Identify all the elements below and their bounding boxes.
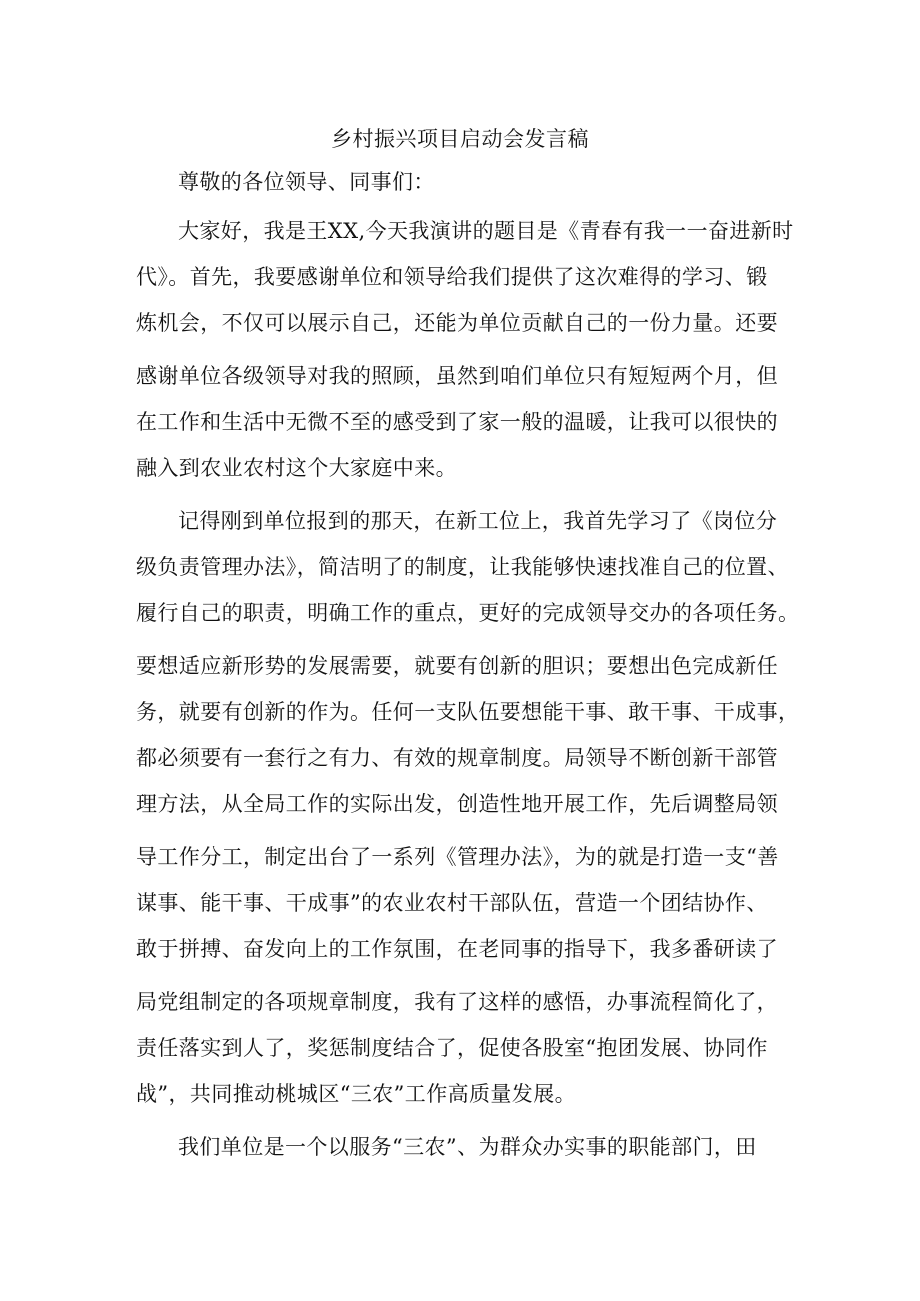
paragraph-2-line-12: 责任落实到人了，奖惩制度结合了，促使各股室“抱团发展、协同作 bbox=[136, 1036, 768, 1060]
paragraph-1-line-1: 大家好，我是王XX,今天我演讲的题目是《青春有我一一奋进新时 bbox=[178, 219, 794, 243]
paragraph-2-line-3: 履行自己的职责，明确工作的重点，更好的完成领导交办的各项任务。 bbox=[136, 601, 800, 625]
paragraph-1-line-2: 代》。首先，我要感谢单位和领导给我们提供了这次难得的学习、锻 bbox=[136, 265, 768, 289]
paragraph-3-line-1: 我们单位是一个以服务“三农”、为群众办实事的职能部门，田 bbox=[178, 1135, 757, 1159]
paragraph-2-line-5: 务，就要有创新的作为。任何一支队伍要想能干事、敢干事、干成事， bbox=[136, 700, 800, 724]
paragraph-2-line-2: 级负责管理办法》，简洁明了的制度，让我能够快速找准自己的位置、 bbox=[136, 555, 789, 579]
paragraph-2-line-13: 战”，共同推动桃城区“三农”工作高质量发展。 bbox=[136, 1082, 577, 1106]
paragraph-2-line-11: 局党组制定的各项规章制度，我有了这样的感悟，办事流程简化了， bbox=[136, 990, 778, 1014]
paragraph-2-line-10: 敢于拼搏、奋发向上的工作氛围，在老同事的指导下，我多番研读了 bbox=[136, 937, 778, 961]
paragraph-1-line-3: 炼机会，不仅可以展示自己，还能为单位贡献自己的一份力量。还要 bbox=[136, 311, 778, 335]
paragraph-1-line-6: 融入到农业农村这个大家庭中来。 bbox=[136, 456, 457, 480]
paragraph-1-line-4: 感谢单位各级领导对我的照顾，虽然到咱们单位只有短短两个月，但 bbox=[136, 364, 778, 388]
paragraph-2-line-7: 理方法，从全局工作的实际出发，创造性地开展工作，先后调整局领 bbox=[136, 792, 778, 816]
paragraph-2-line-9: 谋事、能干事、干成事”的农业农村干部队伍，营造一个团结协作、 bbox=[136, 891, 768, 915]
salutation: 尊敬的各位领导、同事们： bbox=[178, 170, 435, 194]
paragraph-1-line-5: 在工作和生活中无微不至的感受到了家一般的温暖，让我可以很快的 bbox=[136, 410, 778, 434]
paragraph-2-line-6: 都必须要有一套行之有力、有效的规章制度。局领导不断创新干部管 bbox=[136, 746, 778, 770]
paragraph-2-line-4: 要想适应新形势的发展需要，就要有创新的胆识；要想出色完成新任 bbox=[136, 654, 778, 678]
paragraph-2-line-1: 记得刚到单位报到的那天，在新工位上，我首先学习了《岗位分 bbox=[178, 509, 778, 533]
paragraph-2-line-8: 导工作分工，制定出台了一系列《管理办法》，为的就是打造一支“善 bbox=[136, 845, 779, 869]
document-title: 乡村振兴项目启动会发言稿 bbox=[331, 127, 589, 151]
